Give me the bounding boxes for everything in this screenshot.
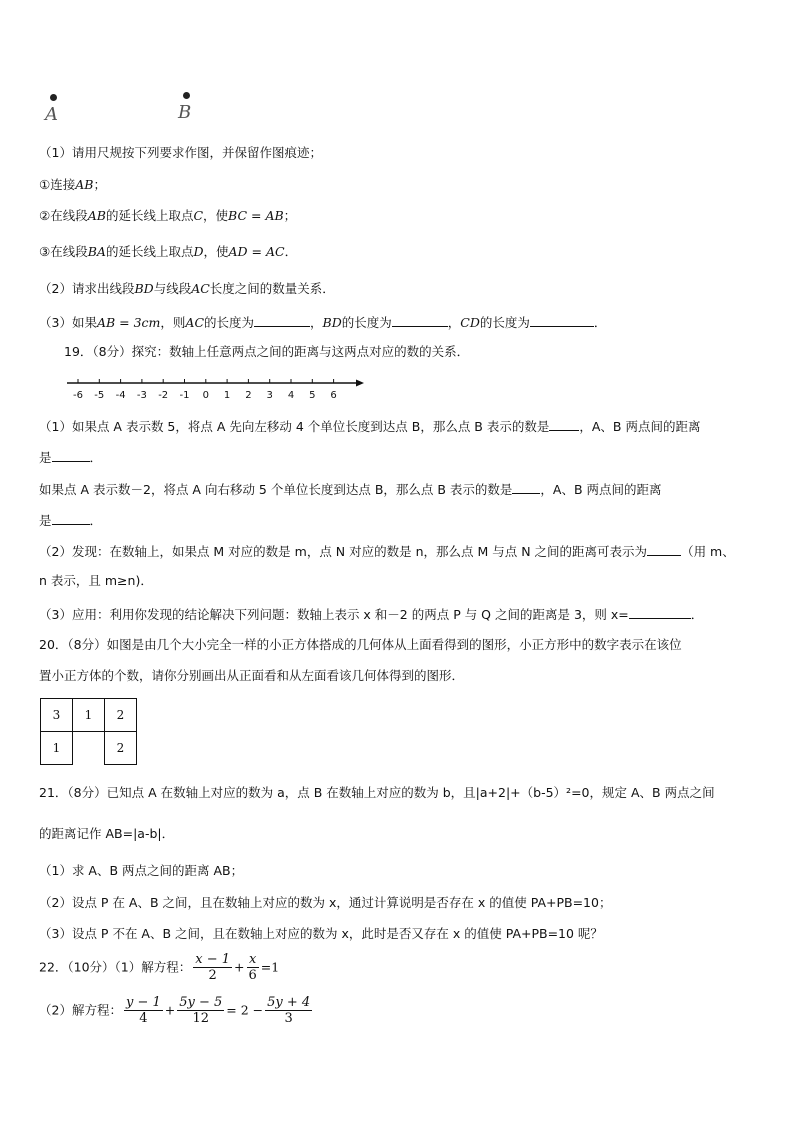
fraction-2-numerator: x <box>247 952 259 968</box>
answer-blank-19-3[interactable] <box>512 482 540 494</box>
q19-part2-line1 <box>39 544 735 559</box>
q18-part3-mid: ，则 <box>160 315 186 330</box>
plus-sign: + <box>164 1002 176 1018</box>
grid-cell-empty <box>73 732 105 765</box>
q18-part2-suffix: 长度之间的数量关系． <box>209 281 335 296</box>
q19-part1-line1 <box>39 419 700 434</box>
q19-part3 <box>39 607 703 622</box>
q19-part1-text-a: （1）如果点 A 表示数 5，将点 A 先向左移动 4 个单位长度到达点 B，那么点 B 表示的数是 <box>39 419 550 434</box>
q18-step1-suffix: ； <box>93 177 106 192</box>
number-line-tick-label: 0 <box>202 390 209 401</box>
fraction-5-denominator: 3 <box>284 1011 293 1026</box>
q20-line1: 20．（8分）如图是由几个大小完全一样的小正方体搭成的几何体从上面看得到的图形，小正方形中的数字表示在该位 <box>39 637 682 652</box>
number-line-tick-label: 1 <box>223 390 231 401</box>
point-a-label: A <box>45 104 58 125</box>
q21-part3: （3）设点 P 不在 A、B 之间，且在数轴上对应的数为 x，此时是否又存在 x 的值使 PA+PB=10 呢？ <box>39 926 603 941</box>
q19-part1-line2 <box>39 450 102 465</box>
grid-cell: 1 <box>73 699 105 732</box>
number-line-arrow <box>356 380 364 387</box>
q19-part2-text-a: （2）发现：在数轴上，如果点 M 对应的数是 m，点 N 对应的数是 n，那么点 M 与点 N 之间的距离可表示为 <box>39 544 648 559</box>
q18-step3-eq: AD = AC <box>228 244 285 259</box>
q18-step3-prefix: ③在线段 <box>39 244 88 259</box>
q18-part3-end: ． <box>593 315 607 330</box>
q18-part2-prefix: （2）请求出线段 <box>39 281 135 296</box>
q19-part1b-line2 <box>39 513 102 528</box>
q18-part3-comma1: ， <box>310 315 323 330</box>
number-line-tick-label: -5 <box>94 390 105 401</box>
q18-part1: （1）请用尺规按下列要求作图，并保留作图痕迹； <box>39 145 322 160</box>
eq2-mid: = 2 − <box>226 1002 264 1018</box>
eq1-rhs: =1 <box>260 959 280 975</box>
answer-blank-cd[interactable] <box>530 315 594 327</box>
fraction-3 <box>124 995 163 1026</box>
q18-part2 <box>39 283 335 296</box>
grid-cell: 1 <box>41 732 73 765</box>
q18-step2 <box>39 210 296 223</box>
answer-blank-19-4[interactable] <box>52 513 90 525</box>
q18-part3 <box>39 315 606 330</box>
q19-title: 19．（8分）探究：数轴上任意两点之间的距离与这两点对应的数的关系． <box>64 344 470 359</box>
point-b-dot <box>183 92 190 99</box>
q18-part3-ac: AC <box>185 315 205 330</box>
number-line-tick-label: 6 <box>330 390 337 401</box>
grid-cell: 2 <box>105 732 137 765</box>
q18-part2-mid: 与线段 <box>153 281 192 296</box>
q18-part2-ac: AC <box>191 281 210 296</box>
number-line-tick-label: -4 <box>115 390 126 401</box>
q18-step2-suffix: ； <box>283 208 297 223</box>
fraction-4 <box>177 995 224 1026</box>
fraction-5 <box>265 995 312 1026</box>
number-line-tick-label: 4 <box>287 390 295 401</box>
answer-blank-ac[interactable] <box>254 315 310 327</box>
q18-step3-mid2: ，使 <box>203 244 229 259</box>
grid-cell: 2 <box>105 699 137 732</box>
q21-line1: 21．（8分）已知点 A 在数轴上对应的数为 a，点 B 在数轴上对应的数为 b，且|a+2|+（b-5）²=0，规定 A、B 两点之间 <box>39 785 715 800</box>
q18-step1-prefix: ①连接 <box>39 177 76 192</box>
q22-part2-label: （2）解方程： <box>39 1002 122 1018</box>
answer-blank-19-5[interactable] <box>647 544 681 556</box>
q19-part1-text-b: ，A、B 两点间的距离 <box>579 419 701 434</box>
q18-part3-mid4: 的长度为 <box>479 315 530 330</box>
q18-part3-mid2: 的长度为 <box>204 315 255 330</box>
point-b-label: B <box>178 102 192 123</box>
q22-part2 <box>39 995 314 1026</box>
q18-step3-mid: 的延长线上取点 <box>105 244 194 259</box>
q18-part3-comma2: ， <box>447 315 461 330</box>
number-line-tick-label: -3 <box>136 390 147 401</box>
q18-step2-mid2: ，使 <box>203 208 229 223</box>
q19-part1-text-c: 是 <box>39 450 52 465</box>
q18-step3-ba: BA <box>87 244 106 259</box>
answer-blank-19-1[interactable] <box>549 419 579 431</box>
fraction-4-denominator: 12 <box>192 1011 210 1026</box>
q22-part1 <box>39 952 279 983</box>
q18-part3-cd: CD <box>460 315 480 330</box>
answer-blank-19-6[interactable] <box>629 607 691 619</box>
q19-part1b-text-a: 如果点 A 表示数－2，将点 A 向右移动 5 个单位长度到达点 B，那么点 B 表示的数是 <box>39 482 513 497</box>
number-line-tick-label: -6 <box>73 390 83 401</box>
number-line-tick-label: 3 <box>266 390 273 401</box>
fraction-1-numerator: x − 1 <box>195 952 231 967</box>
point-a-dot <box>50 94 57 101</box>
q18-step2-prefix: ②在线段 <box>39 208 88 223</box>
answer-blank-19-2[interactable] <box>52 450 90 462</box>
fraction-4-numerator: 5y − 5 <box>179 995 223 1010</box>
q19-part3-text-a: （3）应用：利用你发现的结论解决下列问题：数轴上表示 x 和－2 的两点 P 与 Q 之间的距离是 3，则 x= <box>39 607 629 622</box>
fraction-1-denominator: 2 <box>208 968 217 983</box>
q18-step2-ab: AB <box>87 208 106 223</box>
q22-part1-label: 22．（10分）（1）解方程： <box>39 959 192 975</box>
q19-part1-text-d: ． <box>89 450 103 465</box>
fraction-1 <box>193 952 232 983</box>
number-line-tick-label: 2 <box>245 390 252 401</box>
number-line-tick-label: 5 <box>309 390 316 401</box>
grid-row <box>41 699 137 732</box>
q19-part1b-text-c: 是 <box>39 513 52 528</box>
q21-part1: （1）求 A、B 两点之间的距离 AB； <box>39 863 244 878</box>
grid-row <box>41 732 137 765</box>
q19-part3-text-b: ． <box>690 607 704 622</box>
q18-step1-ab: AB <box>75 177 94 192</box>
number-line-tick-label: -2 <box>158 390 169 401</box>
q18-part3-eq: AB = 3cm <box>96 315 161 330</box>
q18-step2-mid: 的延长线上取点 <box>105 208 194 223</box>
q18-step3-d: D <box>193 244 204 259</box>
fraction-3-denominator: 4 <box>139 1011 148 1026</box>
q18-part2-bd: BD <box>134 281 154 296</box>
q19-part2-line2: n 表示，且 m≥n)． <box>39 573 153 588</box>
q20-line2: 置小正方体的个数，请你分别画出从正面看和从左面看该几何体得到的图形． <box>39 668 465 683</box>
fraction-2 <box>247 952 259 983</box>
q18-part3-prefix: （3）如果 <box>39 315 97 330</box>
q19-part1b-text-d: ． <box>89 513 103 528</box>
q19-part2-text-b: （用 m、 <box>681 544 735 559</box>
fraction-3-numerator: y − 1 <box>125 995 161 1010</box>
q18-step1 <box>39 179 106 192</box>
fraction-2-denominator: 6 <box>248 968 257 983</box>
top-view-grid <box>40 698 137 765</box>
q21-part2: （2）设点 P 在 A、B 之间，且在数轴上对应的数为 x，通过计算说明是否存在 x 的值使 PA+PB=10； <box>39 895 612 910</box>
q18-step2-c: C <box>193 208 204 223</box>
q18-step3-suffix: ． <box>284 244 298 259</box>
fraction-5-numerator: 5y + 4 <box>267 995 311 1010</box>
q18-part3-bd: BD <box>322 315 342 330</box>
grid-cell: 3 <box>41 699 73 732</box>
q21-line2: 的距离记作 AB=|a-b|． <box>39 826 175 841</box>
q19-part1b-line1 <box>39 482 662 497</box>
q19-part1b-text-b: ，A、B 两点间的距离 <box>540 482 662 497</box>
plus-sign: + <box>234 959 245 975</box>
q18-step3 <box>39 246 297 259</box>
number-line <box>60 372 370 402</box>
answer-blank-bd[interactable] <box>392 315 448 327</box>
q18-step2-eq: BC = AB <box>228 208 284 223</box>
q18-part3-mid3: 的长度为 <box>341 315 392 330</box>
number-line-tick-label: -1 <box>179 390 190 401</box>
